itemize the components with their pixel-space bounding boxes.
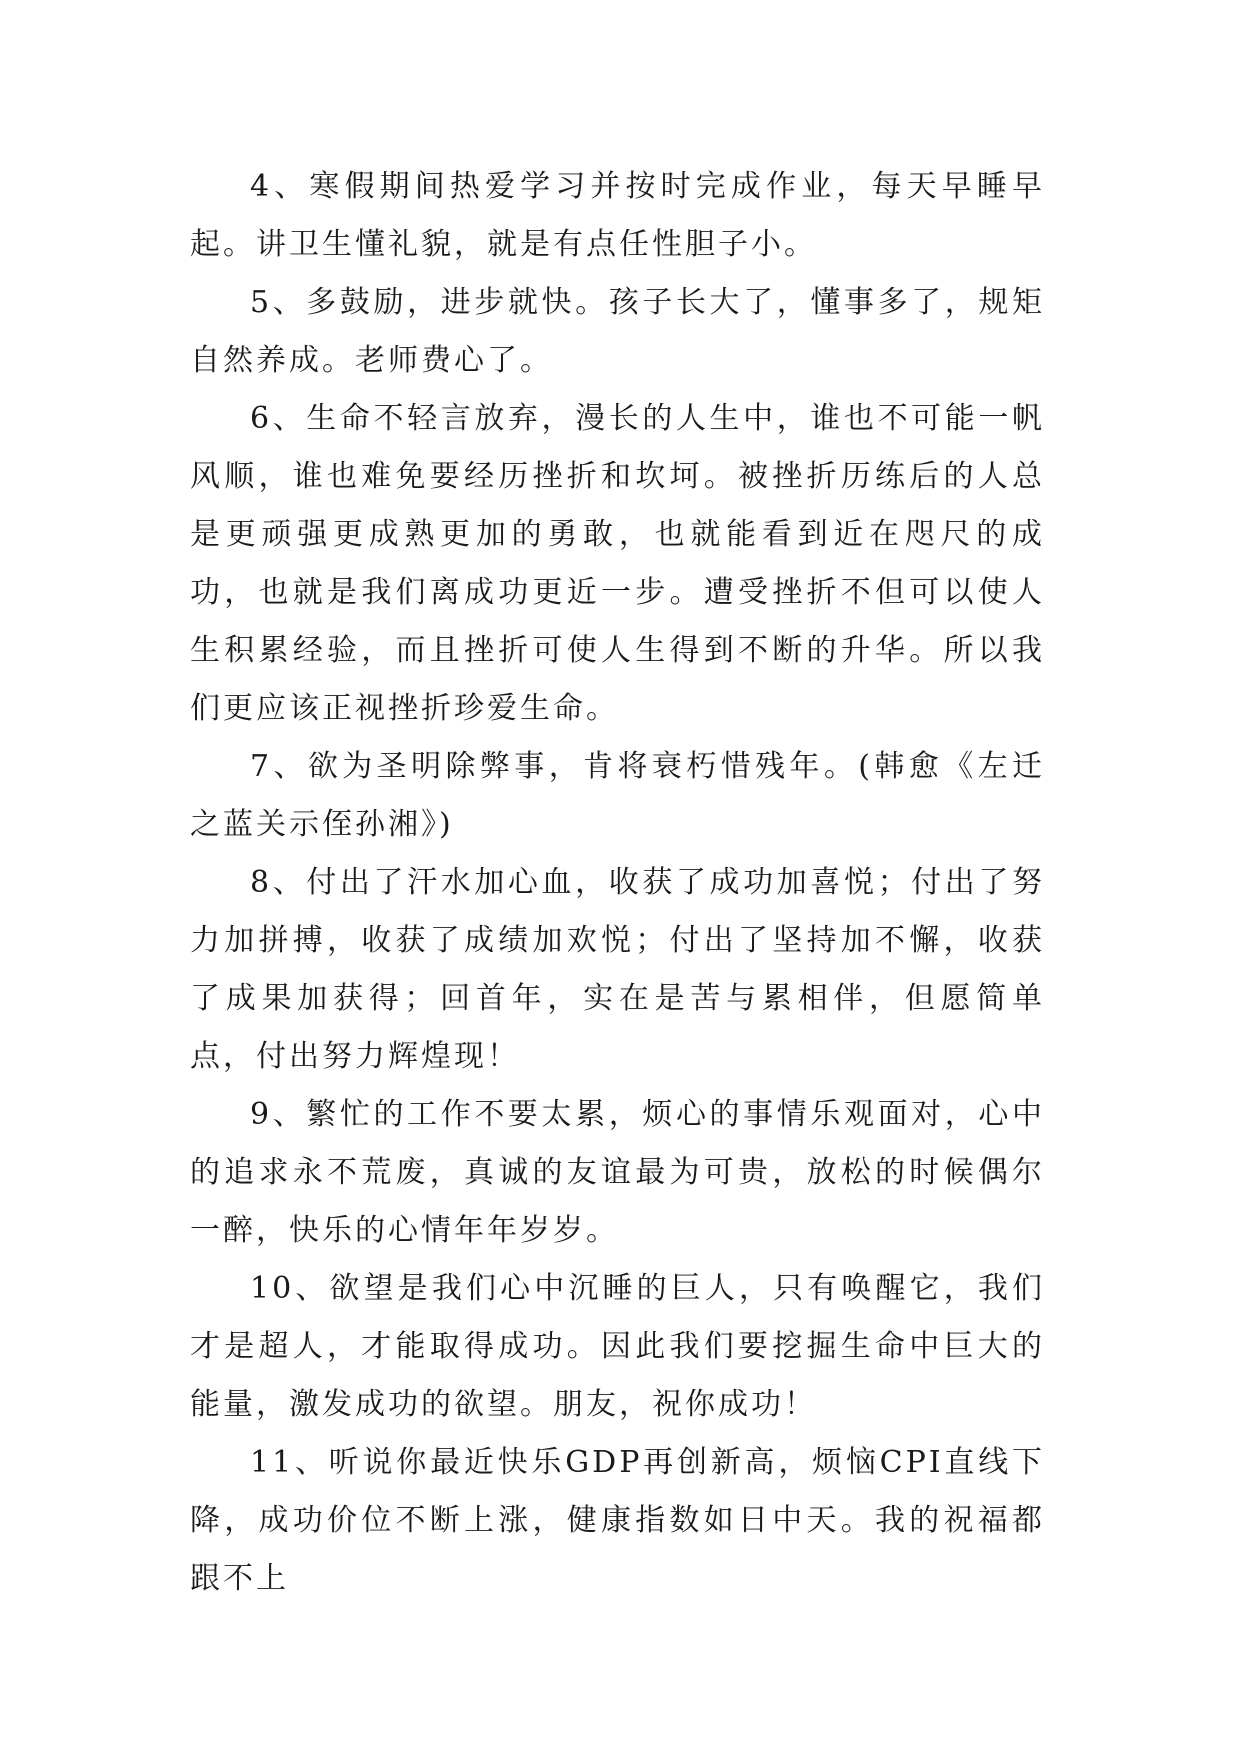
paragraph-4: 4、寒假期间热爱学习并按时完成作业，每天早睡早起。讲卫生懂礼貌，就是有点任性胆子小。 (190, 169, 1045, 262)
paragraph-11: 11、听说你最近快乐GDP再创新高，烦恼CPI直线下降，成功价位不断上涨，健康指数如日中天。我的祝福都跟不上 (190, 1445, 1045, 1596)
paragraph-10: 10、欲望是我们心中沉睡的巨人，只有唤醒它，我们才是超人，才能取得成功。因此我们要挖掘生命中巨大的能量，激发成功的欲望。朋友，祝你成功！ (190, 1271, 1045, 1422)
paragraph-7: 7、欲为圣明除弊事，肯将衰朽惜残年。(韩愈《左迁之蓝关示侄孙湘》) (190, 749, 1045, 842)
paragraph-5: 5、多鼓励，进步就快。孩子长大了，懂事多了，规矩自然养成。老师费心了。 (190, 285, 1045, 378)
paragraph-9: 9、繁忙的工作不要太累，烦心的事情乐观面对，心中的追求永不荒废，真诚的友谊最为可贵，放松的时候偶尔一醉，快乐的心情年年岁岁。 (190, 1097, 1045, 1248)
document-body (190, 158, 1045, 1608)
paragraph-6: 6、生命不轻言放弃，漫长的人生中，谁也不可能一帆风顺，谁也难免要经历挫折和坎坷。被挫折历练后的人总是更顽强更成熟更加的勇敢，也就能看到近在咫尺的成功，也就是我们离成功更近一步。遭受挫折不但可以使人生积累经验，而且挫折可使人生得到不断的升华。所以我们更应该正视挫折珍爱生命。 (190, 401, 1045, 726)
paragraph-8: 8、付出了汗水加心血，收获了成功加喜悦；付出了努力加拼搏，收获了成绩加欢悦；付出了坚持加不懈，收获了成果加获得；回首年，实在是苦与累相伴，但愿简单点，付出努力辉煌现！ (190, 865, 1045, 1074)
